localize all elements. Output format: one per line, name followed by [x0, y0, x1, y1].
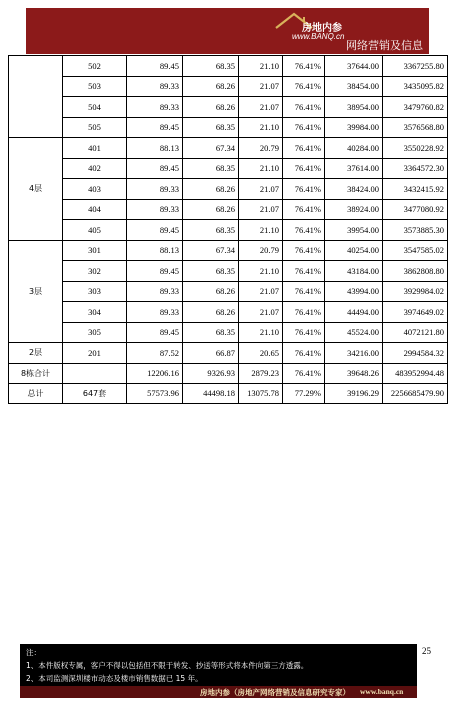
note-2: 2、本司监测深圳楼市动态及楼市销售数据已 15 年。 [26, 674, 203, 683]
grand-total-label: 总计 [9, 383, 63, 403]
value-cell: 39984.00 [325, 117, 383, 138]
footer-notes [20, 644, 417, 698]
value-cell: 76.41% [283, 343, 325, 364]
value-cell: 21.10 [239, 220, 283, 241]
value-cell: 76.41% [283, 322, 325, 343]
value-cell: 76.41% [283, 179, 325, 200]
table-row [9, 322, 448, 343]
value-cell: 3435095.82 [383, 76, 448, 97]
table-row [9, 281, 448, 302]
value-cell: 43184.00 [325, 261, 383, 282]
value-cell: 76.41% [283, 56, 325, 77]
value-cell: 68.35 [183, 261, 239, 282]
value-cell: 57573.96 [127, 383, 183, 403]
value-cell: 39648.26 [325, 363, 383, 383]
value-cell: 76.41% [283, 220, 325, 241]
value-cell: 44494.00 [325, 302, 383, 323]
value-cell: 38424.00 [325, 179, 383, 200]
room-cell: 304 [63, 302, 127, 323]
value-cell: 483952994.48 [383, 363, 448, 383]
table-row [9, 199, 448, 220]
value-cell: 20.79 [239, 240, 283, 261]
value-cell: 40284.00 [325, 138, 383, 159]
table-row [9, 76, 448, 97]
value-cell: 76.41% [283, 138, 325, 159]
value-cell: 3547585.02 [383, 240, 448, 261]
value-cell: 2879.23 [239, 363, 283, 383]
value-cell: 3862808.80 [383, 261, 448, 282]
room-cell: 502 [63, 56, 127, 77]
floor-cell: 3层 [9, 240, 63, 343]
table-body [9, 56, 448, 404]
value-cell: 45524.00 [325, 322, 383, 343]
value-cell: 89.33 [127, 281, 183, 302]
room-cell: 302 [63, 261, 127, 282]
value-cell: 88.13 [127, 240, 183, 261]
value-cell: 43994.00 [325, 281, 383, 302]
value-cell: 21.07 [239, 76, 283, 97]
table-row [9, 117, 448, 138]
value-cell: 68.35 [183, 322, 239, 343]
table-row [9, 302, 448, 323]
value-cell: 89.45 [127, 261, 183, 282]
value-cell: 3974649.02 [383, 302, 448, 323]
building-total-row [9, 363, 448, 383]
room-cell: 405 [63, 220, 127, 241]
value-cell: 21.07 [239, 302, 283, 323]
brand-url: www.BANQ.cn [292, 32, 345, 41]
value-cell: 21.10 [239, 56, 283, 77]
sales-table [8, 55, 448, 404]
value-cell: 38924.00 [325, 199, 383, 220]
value-cell: 89.33 [127, 179, 183, 200]
value-cell: 76.41% [283, 240, 325, 261]
grand-total-row [9, 383, 448, 403]
value-cell: 3432415.92 [383, 179, 448, 200]
value-cell: 3576568.80 [383, 117, 448, 138]
value-cell: 39196.29 [325, 383, 383, 403]
value-cell: 76.41% [283, 199, 325, 220]
value-cell: 68.35 [183, 56, 239, 77]
table-row [9, 240, 448, 261]
value-cell: 21.10 [239, 117, 283, 138]
value-cell: 76.41% [283, 97, 325, 118]
value-cell: 39954.00 [325, 220, 383, 241]
note-title: 注： [26, 648, 41, 657]
value-cell: 21.07 [239, 179, 283, 200]
value-cell: 68.26 [183, 199, 239, 220]
grand-total-units: 647套 [63, 383, 127, 403]
value-cell: 67.34 [183, 138, 239, 159]
value-cell: 89.33 [127, 76, 183, 97]
value-cell: 89.33 [127, 302, 183, 323]
value-cell: 9326.93 [183, 363, 239, 383]
value-cell: 12206.16 [127, 363, 183, 383]
value-cell: 68.35 [183, 158, 239, 179]
value-cell: 76.41% [283, 302, 325, 323]
value-cell: 89.33 [127, 97, 183, 118]
value-cell: 89.45 [127, 322, 183, 343]
value-cell: 21.10 [239, 158, 283, 179]
footer-url: www.banq.cn [360, 687, 404, 696]
table-row [9, 220, 448, 241]
value-cell: 67.34 [183, 240, 239, 261]
value-cell: 20.79 [239, 138, 283, 159]
value-cell: 3550228.92 [383, 138, 448, 159]
table-row [9, 158, 448, 179]
value-cell: 89.45 [127, 117, 183, 138]
value-cell: 13075.78 [239, 383, 283, 403]
value-cell: 68.35 [183, 220, 239, 241]
value-cell: 76.41% [283, 117, 325, 138]
value-cell: 21.07 [239, 281, 283, 302]
value-cell: 68.26 [183, 97, 239, 118]
value-cell: 3479760.82 [383, 97, 448, 118]
value-cell: 21.07 [239, 199, 283, 220]
building-total-label: 8栋合计 [9, 363, 63, 383]
value-cell: 21.10 [239, 322, 283, 343]
value-cell: 37644.00 [325, 56, 383, 77]
room-cell: 305 [63, 322, 127, 343]
value-cell: 76.41% [283, 76, 325, 97]
value-cell: 21.07 [239, 97, 283, 118]
room-cell: 503 [63, 76, 127, 97]
table-row [9, 179, 448, 200]
banner-slogan: 网络营销及信息 [346, 39, 423, 52]
room-cell: 201 [63, 343, 127, 364]
room-cell [63, 363, 127, 383]
value-cell: 87.52 [127, 343, 183, 364]
note-1: 1、本件版权专属，客户不得以包括但不限于转发、抄送等形式将本件向第三方透露。 [26, 661, 309, 670]
room-cell: 401 [63, 138, 127, 159]
value-cell: 2994584.32 [383, 343, 448, 364]
value-cell: 20.65 [239, 343, 283, 364]
room-cell: 303 [63, 281, 127, 302]
header-banner [26, 8, 429, 54]
value-cell: 68.26 [183, 281, 239, 302]
value-cell: 66.87 [183, 343, 239, 364]
value-cell: 38454.00 [325, 76, 383, 97]
value-cell: 2256685479.90 [383, 383, 448, 403]
value-cell: 40254.00 [325, 240, 383, 261]
value-cell: 68.26 [183, 179, 239, 200]
value-cell: 3929984.02 [383, 281, 448, 302]
value-cell: 76.41% [283, 281, 325, 302]
value-cell: 68.26 [183, 76, 239, 97]
value-cell: 21.10 [239, 261, 283, 282]
brand-name: 房地内参 [302, 23, 342, 34]
value-cell: 68.35 [183, 117, 239, 138]
room-cell: 404 [63, 199, 127, 220]
footer-brand: 房地内参（房地产网络营销及信息研究专家） [200, 688, 350, 697]
value-cell: 89.45 [127, 220, 183, 241]
value-cell: 76.41% [283, 158, 325, 179]
table-row [9, 343, 448, 364]
value-cell: 89.45 [127, 56, 183, 77]
room-cell: 301 [63, 240, 127, 261]
value-cell: 34216.00 [325, 343, 383, 364]
value-cell: 3364572.30 [383, 158, 448, 179]
value-cell: 4072121.80 [383, 322, 448, 343]
room-cell: 403 [63, 179, 127, 200]
table-row [9, 56, 448, 77]
value-cell: 89.45 [127, 158, 183, 179]
table-row [9, 138, 448, 159]
value-cell: 77.29% [283, 383, 325, 403]
room-cell: 504 [63, 97, 127, 118]
value-cell: 3477080.92 [383, 199, 448, 220]
floor-cell: 2层 [9, 343, 63, 364]
value-cell: 89.33 [127, 199, 183, 220]
table-row [9, 261, 448, 282]
value-cell: 37614.00 [325, 158, 383, 179]
value-cell: 76.41% [283, 261, 325, 282]
room-cell: 505 [63, 117, 127, 138]
page-number: 25 [422, 646, 431, 656]
value-cell: 44498.18 [183, 383, 239, 403]
floor-cell: 4层 [9, 138, 63, 241]
value-cell: 88.13 [127, 138, 183, 159]
value-cell: 38954.00 [325, 97, 383, 118]
table-row [9, 97, 448, 118]
value-cell: 3367255.80 [383, 56, 448, 77]
floor-cell [9, 56, 63, 138]
value-cell: 68.26 [183, 302, 239, 323]
room-cell: 402 [63, 158, 127, 179]
value-cell: 76.41% [283, 363, 325, 383]
value-cell: 3573885.30 [383, 220, 448, 241]
